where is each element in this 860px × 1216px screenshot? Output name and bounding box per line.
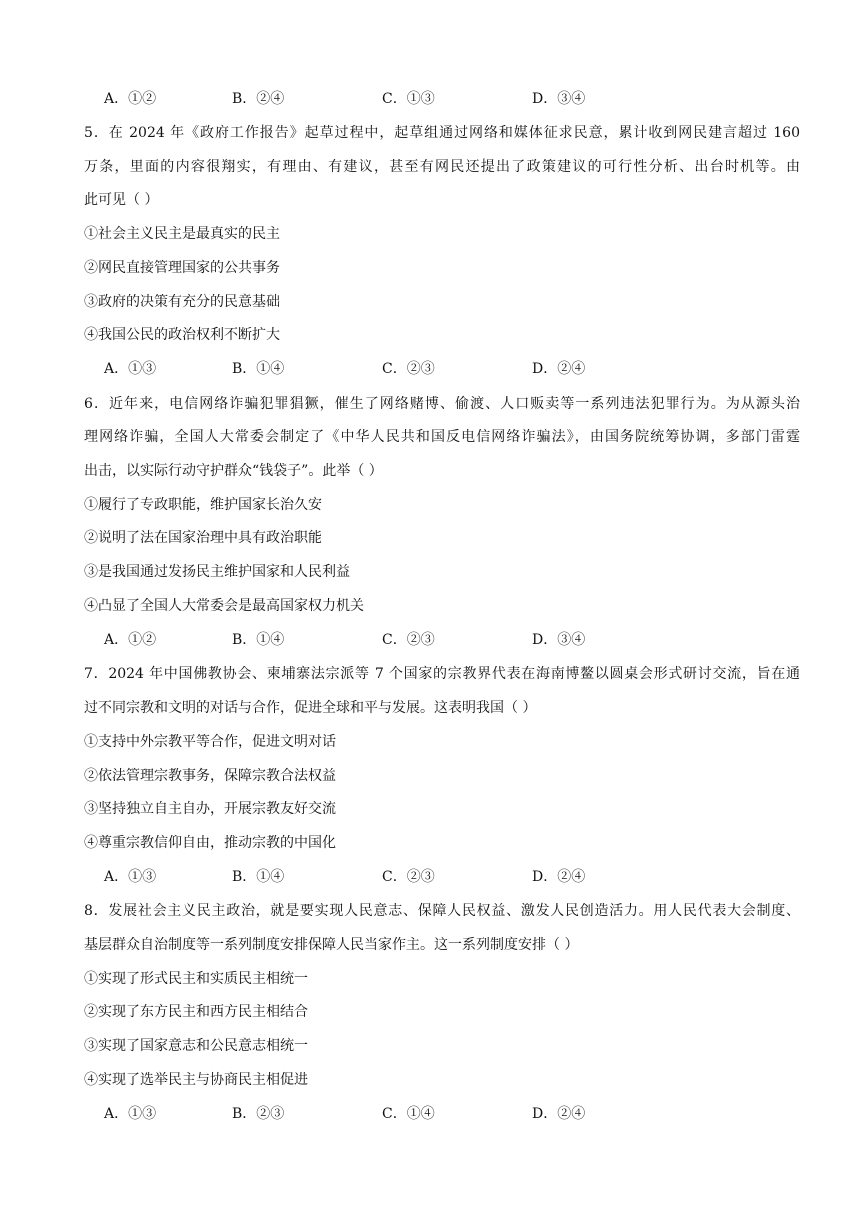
q5-options — [104, 359, 804, 379]
q6-statement-2: ②说明了法在国家治理中具有政治职能 — [84, 530, 322, 546]
q8-option-d[interactable]: D．②④ — [532, 1106, 586, 1122]
q4-option-c[interactable]: C．①③ — [382, 91, 435, 107]
q8-stem-line-2: 基层群众自治制度等一系列制度安排保障人民当家作主。这一系列制度安排（ ） — [84, 937, 579, 953]
q4-option-a[interactable]: A．①② — [104, 91, 157, 107]
q8-options — [104, 1104, 804, 1124]
q5-statement-4: ④我国公民的政治权利不断扩大 — [84, 327, 280, 343]
q5-option-d[interactable]: D．②④ — [532, 361, 586, 377]
q6-options — [104, 630, 804, 650]
q6-stem-line-3: 出击，以实际行动守护群众“钱袋子”。此举（ ） — [84, 463, 383, 479]
q8-statement-3: ③实现了国家意志和公民意志相统一 — [84, 1038, 308, 1054]
q6-option-b[interactable]: B．①④ — [232, 632, 285, 648]
q4-option-d[interactable]: D．③④ — [532, 91, 586, 107]
q5-option-c[interactable]: C．②③ — [382, 361, 435, 377]
q7-option-b[interactable]: B．①④ — [232, 869, 285, 885]
q8-statement-1: ①实现了形式民主和实质民主相统一 — [84, 971, 308, 987]
q5-statement-1: ①社会主义民主是最真实的民主 — [84, 226, 280, 242]
q5-option-b[interactable]: B．①④ — [232, 361, 285, 377]
q6-option-d[interactable]: D．③④ — [532, 632, 586, 648]
q4-options — [104, 89, 804, 109]
q8-statement-4: ④实现了选举民主与协商民主相促进 — [84, 1072, 308, 1088]
q4-option-b[interactable]: B．②④ — [232, 91, 285, 107]
q7-statement-3: ③坚持独立自主自办，开展宗教友好交流 — [84, 801, 336, 817]
q6-option-a[interactable]: A．①② — [104, 632, 157, 648]
q7-statement-2: ②依法管理宗教事务，保障宗教合法权益 — [84, 768, 336, 784]
q8-option-a[interactable]: A．①③ — [104, 1106, 157, 1122]
q5-stem-line-1: 5．在 2024 年《政府工作报告》起草过程中，起草组通过网络和媒体征求民意，累计收到网民建言超过 160 — [84, 125, 800, 141]
q8-option-b[interactable]: B．②③ — [232, 1106, 285, 1122]
q7-stem-line-2: 过不同宗教和文明的对话与合作，促进全球和平与发展。这表明我国（ ） — [84, 700, 537, 716]
q5-statement-2: ②网民直接管理国家的公共事务 — [84, 260, 280, 276]
q6-stem-line-2: 理网络诈骗，全国人大常委会制定了《中华人民共和国反电信网络诈骗法》，由国务院统筹协调，多部门雷霆 — [84, 429, 800, 445]
q5-statement-3: ③政府的决策有充分的民意基础 — [84, 294, 280, 310]
q7-option-c[interactable]: C．②③ — [382, 869, 435, 885]
q7-statement-1: ①支持中外宗教平等合作，促进文明对话 — [84, 734, 336, 750]
q7-option-d[interactable]: D．②④ — [532, 869, 586, 885]
q7-option-a[interactable]: A．①③ — [104, 869, 157, 885]
q5-stem-line-2: 万条，里面的内容很翔实，有理由、有建议，甚至有网民还提出了政策建议的可行性分析、出台时机等。由 — [84, 159, 800, 175]
q8-stem-line-1: 8．发展社会主义民主政治，就是要实现人民意志、保障人民权益、激发人民创造活力。用人民代表大会制度、 — [84, 903, 800, 919]
q7-options — [104, 867, 804, 887]
q7-statement-4: ④尊重宗教信仰自由，推动宗教的中国化 — [84, 835, 336, 851]
q6-statement-1: ①履行了专政职能，维护国家长治久安 — [84, 497, 322, 513]
q6-option-c[interactable]: C．②③ — [382, 632, 435, 648]
q8-statement-2: ②实现了东方民主和西方民主相结合 — [84, 1004, 308, 1020]
q6-statement-4: ④凸显了全国人大常委会是最高国家权力机关 — [84, 598, 364, 614]
q5-stem-line-3: 此可见（ ） — [84, 192, 159, 208]
q8-option-c[interactable]: C．①④ — [382, 1106, 435, 1122]
q6-statement-3: ③是我国通过发扬民主维护国家和人民利益 — [84, 564, 350, 580]
q6-stem-line-1: 6．近年来，电信网络诈骗犯罪猖獗，催生了网络赌博、偷渡、人口贩卖等一系列违法犯罪行为。为从源头治 — [84, 396, 800, 412]
q5-option-a[interactable]: A．①③ — [104, 361, 157, 377]
q7-stem-line-1: 7．2024 年中国佛教协会、柬埔寨法宗派等 7 个国家的宗教界代表在海南博鳌以圆桌会形式研讨交流，旨在通 — [84, 666, 800, 682]
